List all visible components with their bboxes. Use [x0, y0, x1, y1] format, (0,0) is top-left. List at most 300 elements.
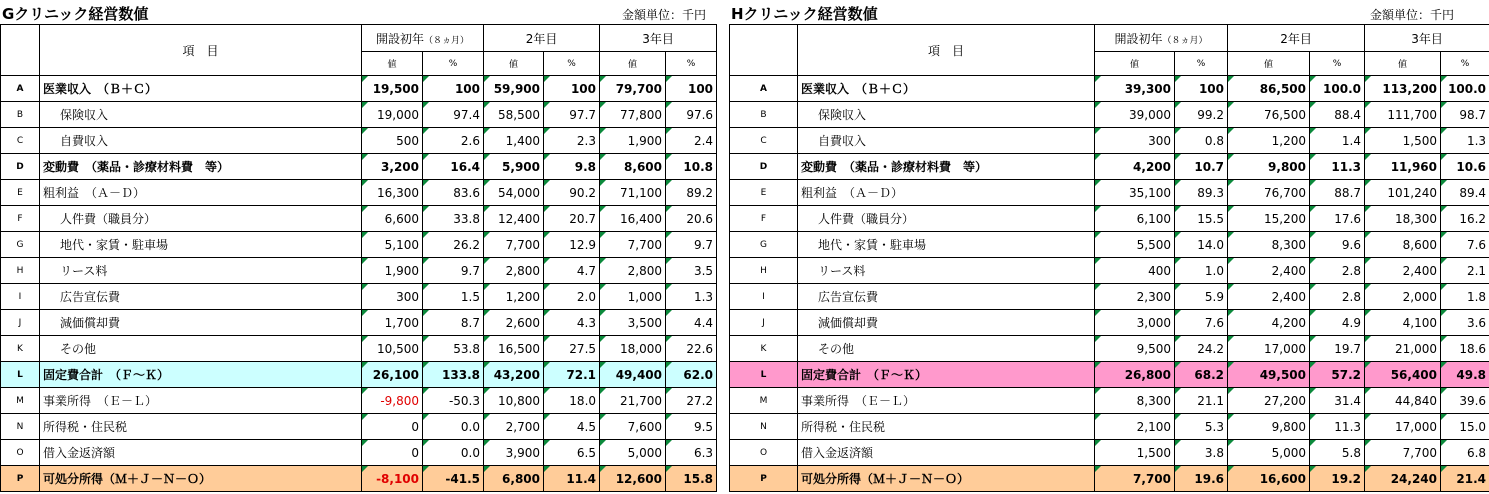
year1-percent: 1.5 [423, 284, 484, 310]
year1-value: 2,100 [1095, 414, 1175, 440]
panel-g [0, 0, 718, 492]
year2-percent: 27.5 [544, 336, 600, 362]
year3-value: 11,960 [1365, 154, 1441, 180]
year2-percent: 6.5 [544, 440, 600, 466]
year1-percent: 16.4 [423, 154, 484, 180]
finance-table [0, 24, 717, 492]
year3-value: 7,600 [600, 414, 666, 440]
row-code: K [730, 336, 798, 362]
panel-header [0, 0, 718, 24]
year1-percent: 68.2 [1175, 362, 1228, 388]
year2-percent: 2.0 [544, 284, 600, 310]
row-label: 固定費合計 （Ｆ～Ｋ） [40, 362, 362, 388]
year1-percent: 14.0 [1175, 232, 1228, 258]
table-row [1, 336, 717, 362]
year1-percent: 83.6 [423, 180, 484, 206]
year3-percent: 100 [666, 76, 717, 102]
year3-value: 8,600 [600, 154, 666, 180]
year2-percent: 88.4 [1310, 102, 1365, 128]
row-label: 変動費 （薬品・診療材料費 等） [798, 154, 1095, 180]
row-label: 変動費 （薬品・診療材料費 等） [40, 154, 362, 180]
year2-value: 49,500 [1228, 362, 1310, 388]
row-label: リース料 [798, 258, 1095, 284]
year2-value: 5,000 [1228, 440, 1310, 466]
table-row [1, 466, 717, 492]
year3-value: 17,000 [1365, 414, 1441, 440]
row-code: B [730, 102, 798, 128]
year3-value: 111,700 [1365, 102, 1441, 128]
year2-header: 2年目 [484, 25, 600, 52]
table-row [1, 206, 717, 232]
year1-value: 300 [362, 284, 423, 310]
year2-percent: 88.7 [1310, 180, 1365, 206]
year3-value: 2,800 [600, 258, 666, 284]
row-code: L [1, 362, 40, 388]
year2-percent: 100 [544, 76, 600, 102]
table-row [1, 414, 717, 440]
value-col-header: 値 [1095, 52, 1175, 76]
row-code: J [730, 310, 798, 336]
year2-percent: 17.6 [1310, 206, 1365, 232]
row-label: 所得税・住民税 [798, 414, 1095, 440]
year1-value: 39,300 [1095, 76, 1175, 102]
year2-percent: 4.7 [544, 258, 600, 284]
year1-percent: 15.5 [1175, 206, 1228, 232]
year3-percent: 89.2 [666, 180, 717, 206]
year2-percent: 90.2 [544, 180, 600, 206]
row-label: その他 [798, 336, 1095, 362]
year3-percent: 15.8 [666, 466, 717, 492]
row-code: D [1, 154, 40, 180]
row-label: 粗利益 （Ａ－Ｄ） [798, 180, 1095, 206]
year3-value: 77,800 [600, 102, 666, 128]
year3-percent: 10.6 [1441, 154, 1489, 180]
row-code: A [1, 76, 40, 102]
year1-percent: 133.8 [423, 362, 484, 388]
row-label: 自費収入 [798, 128, 1095, 154]
row-code: N [1, 414, 40, 440]
row-code: F [1, 206, 40, 232]
year3-value: 2,000 [1365, 284, 1441, 310]
year2-value: 9,800 [1228, 414, 1310, 440]
table-row [730, 466, 1489, 492]
year1-value: 19,500 [362, 76, 423, 102]
year3-percent: 2.1 [1441, 258, 1489, 284]
year1-value: 400 [1095, 258, 1175, 284]
year3-percent: 15.0 [1441, 414, 1489, 440]
year2-percent: 9.8 [544, 154, 600, 180]
year3-percent: 7.6 [1441, 232, 1489, 258]
table-row [730, 180, 1489, 206]
year3-value: 44,840 [1365, 388, 1441, 414]
year2-percent: 72.1 [544, 362, 600, 388]
year1-percent: 100 [423, 76, 484, 102]
year1-value: 6,100 [1095, 206, 1175, 232]
year2-value: 1,200 [1228, 128, 1310, 154]
table-row [1, 440, 717, 466]
year2-percent: 2.8 [1310, 258, 1365, 284]
year1-percent: 1.0 [1175, 258, 1228, 284]
year1-value: 5,100 [362, 232, 423, 258]
value-col-header: 値 [1365, 52, 1441, 76]
percent-col-header: % [1310, 52, 1365, 76]
year2-value: 27,200 [1228, 388, 1310, 414]
year2-value: 2,400 [1228, 258, 1310, 284]
year1-value: 10,500 [362, 336, 423, 362]
row-code: E [1, 180, 40, 206]
year3-value: 56,400 [1365, 362, 1441, 388]
year3-value: 1,900 [600, 128, 666, 154]
row-code: N [730, 414, 798, 440]
year2-percent: 2.8 [1310, 284, 1365, 310]
year1-value: 35,100 [1095, 180, 1175, 206]
year1-percent: 7.6 [1175, 310, 1228, 336]
value-col-header: 値 [600, 52, 666, 76]
row-code: I [730, 284, 798, 310]
year2-value: 43,200 [484, 362, 544, 388]
year1-value: 8,300 [1095, 388, 1175, 414]
year2-value: 6,800 [484, 466, 544, 492]
year1-percent: 100 [1175, 76, 1228, 102]
year2-value: 1,400 [484, 128, 544, 154]
row-label: 固定費合計 （Ｆ～Ｋ） [798, 362, 1095, 388]
year1-value: 1,500 [1095, 440, 1175, 466]
unit-label: 金額単位：千円 [622, 8, 707, 22]
year1-value: 0 [362, 440, 423, 466]
year1-value: 26,800 [1095, 362, 1175, 388]
row-label: その他 [40, 336, 362, 362]
table-row [1, 310, 717, 336]
year2-value: 3,900 [484, 440, 544, 466]
table-row [1, 232, 717, 258]
row-label: 医業収入 （Ｂ＋Ｃ） [798, 76, 1095, 102]
row-label: 借入金返済額 [798, 440, 1095, 466]
year3-value: 7,700 [1365, 440, 1441, 466]
year3-percent: 6.3 [666, 440, 717, 466]
row-code: H [1, 258, 40, 284]
year1-percent: 97.4 [423, 102, 484, 128]
year3-value: 24,240 [1365, 466, 1441, 492]
row-label: 事業所得 （Ｅ－Ｌ） [40, 388, 362, 414]
value-col-header: 値 [1228, 52, 1310, 76]
year1-percent: 24.2 [1175, 336, 1228, 362]
unit-label: 金額単位：千円 [1370, 8, 1455, 22]
year2-percent: 97.7 [544, 102, 600, 128]
table-row [1, 180, 717, 206]
year3-value: 2,400 [1365, 258, 1441, 284]
year2-percent: 4.5 [544, 414, 600, 440]
year1-percent: 10.7 [1175, 154, 1228, 180]
year2-percent: 11.4 [544, 466, 600, 492]
year1-value: 6,600 [362, 206, 423, 232]
table-row [730, 206, 1489, 232]
year2-percent: 19.2 [1310, 466, 1365, 492]
year2-percent: 31.4 [1310, 388, 1365, 414]
table-row [730, 336, 1489, 362]
table-row [1, 388, 717, 414]
year3-value: 3,500 [600, 310, 666, 336]
year1-header: 開設初年（８ヵ月） [362, 25, 484, 52]
year1-value: 39,000 [1095, 102, 1175, 128]
row-label: リース料 [40, 258, 362, 284]
year1-percent: 5.3 [1175, 414, 1228, 440]
year2-value: 7,700 [484, 232, 544, 258]
table-row [730, 154, 1489, 180]
year3-value: 16,400 [600, 206, 666, 232]
code-header [730, 25, 798, 76]
year3-percent: 39.6 [1441, 388, 1489, 414]
row-code: G [730, 232, 798, 258]
row-label: 自費収入 [40, 128, 362, 154]
year2-percent: 18.0 [544, 388, 600, 414]
year3-value: 101,240 [1365, 180, 1441, 206]
year1-percent: 99.2 [1175, 102, 1228, 128]
code-header [1, 25, 40, 76]
row-label: 人件費（職員分） [798, 206, 1095, 232]
item-header: 項 目 [40, 25, 362, 76]
year1-value: 0 [362, 414, 423, 440]
panel-title: Hクリニック経営数値 [731, 5, 878, 23]
row-code: B [1, 102, 40, 128]
table-row [730, 102, 1489, 128]
row-label: 医業収入 （Ｂ＋Ｃ） [40, 76, 362, 102]
year3-value: 18,300 [1365, 206, 1441, 232]
year2-percent: 11.3 [1310, 154, 1365, 180]
year2-value: 10,800 [484, 388, 544, 414]
year1-value: 3,200 [362, 154, 423, 180]
year3-percent: 3.5 [666, 258, 717, 284]
year2-value: 54,000 [484, 180, 544, 206]
table-row [1, 76, 717, 102]
row-label: 広告宣伝費 [40, 284, 362, 310]
row-code: K [1, 336, 40, 362]
year3-value: 21,000 [1365, 336, 1441, 362]
year1-percent: -41.5 [423, 466, 484, 492]
year3-percent: 98.7 [1441, 102, 1489, 128]
row-code: C [730, 128, 798, 154]
year1-value: 2,300 [1095, 284, 1175, 310]
year3-value: 49,400 [600, 362, 666, 388]
year3-percent: 1.8 [1441, 284, 1489, 310]
year1-percent: 89.3 [1175, 180, 1228, 206]
year1-value: 19,000 [362, 102, 423, 128]
year3-percent: 27.2 [666, 388, 717, 414]
year1-value: -9,800 [362, 388, 423, 414]
year3-percent: 4.4 [666, 310, 717, 336]
year1-percent: -50.3 [423, 388, 484, 414]
table-row [1, 154, 717, 180]
year2-percent: 11.3 [1310, 414, 1365, 440]
year2-value: 2,400 [1228, 284, 1310, 310]
table-row [730, 284, 1489, 310]
year1-value: 26,100 [362, 362, 423, 388]
year2-value: 16,600 [1228, 466, 1310, 492]
percent-col-header: % [1175, 52, 1228, 76]
year2-value: 76,500 [1228, 102, 1310, 128]
year1-value: 1,700 [362, 310, 423, 336]
row-code: L [730, 362, 798, 388]
year1-percent: 53.8 [423, 336, 484, 362]
row-code: M [1, 388, 40, 414]
table-row [730, 76, 1489, 102]
year2-percent: 1.4 [1310, 128, 1365, 154]
row-code: J [1, 310, 40, 336]
year3-percent: 3.6 [1441, 310, 1489, 336]
row-code: P [730, 466, 798, 492]
year2-value: 5,900 [484, 154, 544, 180]
year1-value: 5,500 [1095, 232, 1175, 258]
row-code: C [1, 128, 40, 154]
table-row [730, 128, 1489, 154]
row-code: I [1, 284, 40, 310]
year3-percent: 9.5 [666, 414, 717, 440]
row-label: 減価償却費 [40, 310, 362, 336]
year3-value: 21,700 [600, 388, 666, 414]
year3-value: 79,700 [600, 76, 666, 102]
year1-percent: 9.7 [423, 258, 484, 284]
year2-header: 2年目 [1228, 25, 1365, 52]
year2-percent: 5.8 [1310, 440, 1365, 466]
year3-percent: 62.0 [666, 362, 717, 388]
row-label: 可処分所得（Ｍ＋Ｊ－Ｎ－Ｏ） [798, 466, 1095, 492]
table-row [730, 362, 1489, 388]
year2-value: 8,300 [1228, 232, 1310, 258]
year3-percent: 1.3 [666, 284, 717, 310]
percent-col-header: % [666, 52, 717, 76]
year2-percent: 12.9 [544, 232, 600, 258]
year1-value: -8,100 [362, 466, 423, 492]
table-row [1, 102, 717, 128]
row-code: P [1, 466, 40, 492]
year3-value: 113,200 [1365, 76, 1441, 102]
year2-percent: 9.6 [1310, 232, 1365, 258]
year2-percent: 2.3 [544, 128, 600, 154]
table-row [730, 232, 1489, 258]
item-header: 項 目 [798, 25, 1095, 76]
year3-percent: 1.3 [1441, 128, 1489, 154]
year2-value: 59,900 [484, 76, 544, 102]
value-col-header: 値 [484, 52, 544, 76]
year3-value: 7,700 [600, 232, 666, 258]
year3-value: 5,000 [600, 440, 666, 466]
year1-percent: 5.9 [1175, 284, 1228, 310]
table-row [1, 362, 717, 388]
table-row [730, 310, 1489, 336]
year3-header: 3年目 [1365, 25, 1489, 52]
year1-value: 4,200 [1095, 154, 1175, 180]
table-row [1, 258, 717, 284]
year2-value: 9,800 [1228, 154, 1310, 180]
year2-value: 2,800 [484, 258, 544, 284]
year3-value: 8,600 [1365, 232, 1441, 258]
year3-percent: 2.4 [666, 128, 717, 154]
row-code: G [1, 232, 40, 258]
year3-percent: 21.4 [1441, 466, 1489, 492]
year2-percent: 57.2 [1310, 362, 1365, 388]
table-row [730, 414, 1489, 440]
panel-h [729, 0, 1489, 492]
table-row [1, 284, 717, 310]
row-label: 減価償却費 [798, 310, 1095, 336]
year3-value: 18,000 [600, 336, 666, 362]
panel-title: Gクリニック経営数値 [2, 5, 149, 23]
year3-percent: 49.8 [1441, 362, 1489, 388]
year2-percent: 19.7 [1310, 336, 1365, 362]
year2-value: 1,200 [484, 284, 544, 310]
year1-value: 7,700 [1095, 466, 1175, 492]
year1-value: 16,300 [362, 180, 423, 206]
row-label: 事業所得 （Ｅ－Ｌ） [798, 388, 1095, 414]
year3-percent: 20.6 [666, 206, 717, 232]
row-label: 人件費（職員分） [40, 206, 362, 232]
row-code: A [730, 76, 798, 102]
row-code: O [730, 440, 798, 466]
year2-value: 58,500 [484, 102, 544, 128]
table-row [1, 128, 717, 154]
row-code: D [730, 154, 798, 180]
year2-value: 2,700 [484, 414, 544, 440]
percent-col-header: % [1441, 52, 1489, 76]
year1-percent: 3.8 [1175, 440, 1228, 466]
year3-header: 3年目 [600, 25, 717, 52]
row-code: H [730, 258, 798, 284]
year1-percent: 33.8 [423, 206, 484, 232]
year2-percent: 4.9 [1310, 310, 1365, 336]
table-row [730, 388, 1489, 414]
year3-percent: 6.8 [1441, 440, 1489, 466]
year1-percent: 21.1 [1175, 388, 1228, 414]
row-label: 可処分所得（Ｍ＋Ｊ－Ｎ－Ｏ） [40, 466, 362, 492]
year1-value: 500 [362, 128, 423, 154]
finance-table [729, 24, 1489, 492]
year3-value: 4,100 [1365, 310, 1441, 336]
year3-percent: 16.2 [1441, 206, 1489, 232]
row-label: 保険収入 [40, 102, 362, 128]
row-label: 広告宣伝費 [798, 284, 1095, 310]
row-label: 借入金返済額 [40, 440, 362, 466]
year1-percent: 8.7 [423, 310, 484, 336]
table-row [730, 440, 1489, 466]
year1-value: 9,500 [1095, 336, 1175, 362]
year2-value: 76,700 [1228, 180, 1310, 206]
year3-percent: 22.6 [666, 336, 717, 362]
year1-percent: 0.8 [1175, 128, 1228, 154]
year1-value: 1,900 [362, 258, 423, 284]
row-code: O [1, 440, 40, 466]
year2-value: 2,600 [484, 310, 544, 336]
year2-value: 4,200 [1228, 310, 1310, 336]
year3-value: 1,000 [600, 284, 666, 310]
row-label: 所得税・住民税 [40, 414, 362, 440]
panel-header [729, 0, 1489, 24]
year1-percent: 2.6 [423, 128, 484, 154]
year1-value: 3,000 [1095, 310, 1175, 336]
row-code: M [730, 388, 798, 414]
year2-value: 15,200 [1228, 206, 1310, 232]
year1-percent: 19.6 [1175, 466, 1228, 492]
year3-value: 1,500 [1365, 128, 1441, 154]
year1-header: 開設初年（８ヵ月） [1095, 25, 1228, 52]
year3-percent: 18.6 [1441, 336, 1489, 362]
percent-col-header: % [544, 52, 600, 76]
percent-col-header: % [423, 52, 484, 76]
year3-percent: 10.8 [666, 154, 717, 180]
year2-percent: 20.7 [544, 206, 600, 232]
year2-value: 17,000 [1228, 336, 1310, 362]
year2-value: 86,500 [1228, 76, 1310, 102]
year3-value: 12,600 [600, 466, 666, 492]
year1-percent: 26.2 [423, 232, 484, 258]
